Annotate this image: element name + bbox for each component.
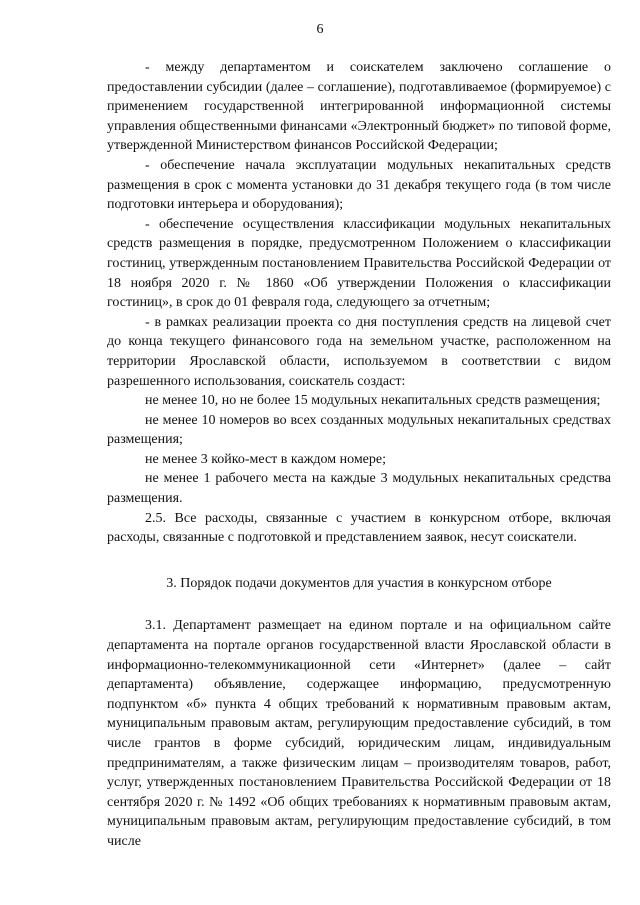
paragraph-units-count: не менее 10, но не более 15 модульных некапитальных средств размещения; (145, 393, 601, 409)
paragraph-classification: - обеспечение осуществления классификации модульных некапитальных средств размещения в порядке, предусмотренном Положением о классификации гостиниц, утвержденным постановлением Правительства Российской Федерации от 18 ноября 2020 г. № 1860 «Об утверждении Положения о классификации гостиниц», в срок до 01 февраля года, следующего за отчетным; (107, 216, 611, 311)
paragraph-rooms-count: не менее 10 номеров во всех созданных модульных некапитальных средствах размещения; (107, 412, 611, 448)
page-number: 6 (316, 22, 324, 37)
paragraph-2-5-expenses: 2.5. Все расходы, связанные с участием в конкурсном отборе, включая расходы, связанные с подготовкой и представлением заявок, несут соискатели. (107, 510, 611, 546)
paragraph-operation-start: - обеспечение начала эксплуатации модульных некапитальных средств размещения в срок с момента установки до 31 декабря текущего года (в том числе подготовки интерьера и оборудования); (107, 157, 611, 213)
paragraph-agreement: - между департаментом и соискателем заключено соглашение о предоставлении субсидии (далее – соглашение), подготавливаемое (формируемое) с применением государственной интегрированной информационной системы управления общественными финансами «Электронный бюджет» по типовой форме, утвержденной Министерством финансов Российской Федерации; (107, 60, 611, 154)
section-heading: 3. Порядок подачи документов для участия в конкурсном отборе (166, 575, 552, 591)
paragraph-beds-count: не менее 3 койко-мест в каждом номере; (145, 451, 386, 467)
document-body (107, 58, 611, 852)
paragraph-3-1: 3.1. Департамент размещает на едином портале и на официальном сайте департамента на портале органов государственной власти Ярославской области в информационно-телекоммуникационной сети «Интернет» (далее – сайт департамента) объявление, содержащее информацию, предусмотренную подпунктом «б» пункта 4 общих требований к нормативным правовым актам, муниципальным правовым актам, регулирующим предоставление субсидий, в том числе грантов в форме субсидий, юридическим лицам, индивидуальным предпринимателям, а также физическим лицам – производителям товаров, работ, услуг, утвержденных постановлением Правительства Российской Федерации от 18 сентября 2020 г. № 1492 «Об общих требованиях к нормативным правовым актам, муниципальным правовым актам, регулирующим предоставление субсидий, в том числе (107, 618, 611, 849)
paragraph-workplaces: не менее 1 рабочего места на каждые 3 модульных некапитальных средства размещения. (107, 471, 611, 507)
paragraph-project-creation: - в рамках реализации проекта со дня поступления средств на лицевой счет до конца текущего финансового года на земельном участке, расположенном на территории Ярославской области, используемом в соответствии с видом разрешенного использования, соискатель создаст: (107, 314, 611, 389)
